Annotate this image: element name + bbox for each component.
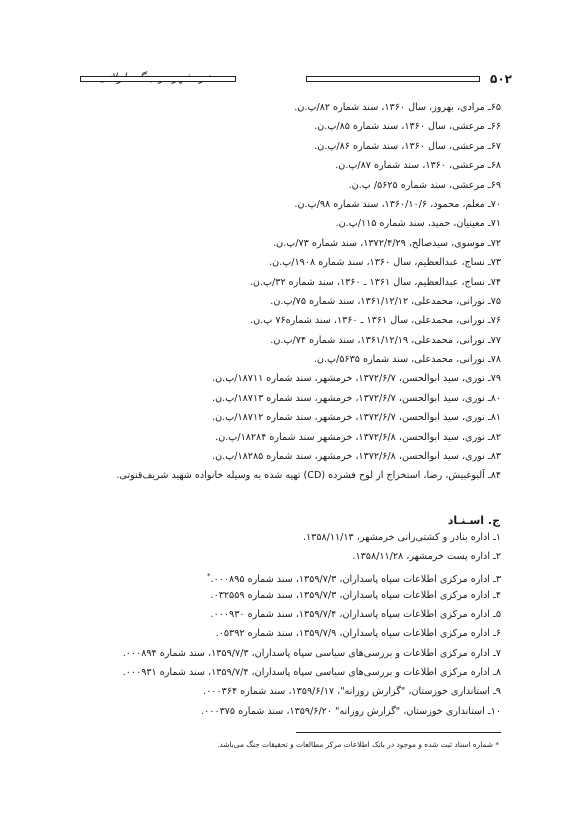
source-entry: ۸۳ـ نوری، سید ابوالحسن، ۱۳۷۲/۶/۸، خرمشهر، سند شماره ۱۸۲۸۵/پ.ن. — [212, 451, 501, 463]
source-entry: ۷۴ـ نساج، عبدالعظیم، سال ۱۳۶۱ ـ ۱۳۶۰، سند شماره ۳۲/پ.ن. — [249, 276, 501, 288]
documents-heading: ج. اسـنـاد — [447, 514, 500, 527]
source-entry: ۷۶ـ نورانی، محمدعلی، سال ۱۳۶۱ ـ ۱۳۶۰، سند شماره۷۶ پ.ن. — [250, 315, 501, 327]
source-entry: ۶۶ـ مرعشی، سال ۱۳۶۰، سند شماره ۸۵/پ.ن. — [314, 121, 501, 133]
document-entry-text: ۳ـ اداره مرکزی اطلاعات سپاه پاسداران، ۱۳۵۹/۷/۳، سند شماره ۰۰۰۸۹۵. — [210, 573, 501, 585]
source-entry: ۸۱ـ نوری، سید ابوالحسن، ۱۳۷۲/۶/۷، خرمشهر، سند شماره ۱۸۷۱۲/پ.ن. — [212, 412, 501, 424]
source-entry: ۷۹ـ نوری، سید ابوالحسن، ۱۳۷۲/۶/۷، خرمشهر، سند شماره ۱۸۷۱۱/پ.ن. — [212, 373, 501, 385]
footnote: * شماره اسناد ثبت شده و موجود در بانک اطلاعات مرکز مطالعات و تحقیقات جنگ می‌باشد. — [217, 740, 499, 749]
document-entry — [61, 586, 501, 605]
source-entry: ۷۳ـ نساج، عبدالعظیم، سال ۱۳۶۰، سند شماره ۱۹۰۸/پ.ن. — [269, 257, 501, 269]
document-entry — [61, 624, 501, 643]
document-entry — [61, 682, 501, 701]
document-entry-text: ۶ـ اداره مرکزی اطلاعات سپاه پاسداران، ۱۳۵۹/۷/۹، سند شماره ۰۵۳۹۲. — [215, 628, 501, 640]
page-number: ۵۰۲ — [490, 72, 512, 86]
document-entry — [61, 605, 501, 624]
source-entry: ۷۵ـ نورانی، محمدعلی، ۱۳۶۱/۱۲/۱۲، سند شماره ۷۵/پ.ن. — [270, 295, 501, 307]
document-entry-text: ۹ـ استانداری خوزستان، "گزارش روزانه"، ۱۳۵۹/۶/۱۷، سند شماره ۰۰۰۳۶۴. — [203, 686, 501, 698]
footnote-marker: * — [207, 571, 211, 580]
source-entry: ۷۲ـ موسوی، سیدصالح، ۱۳۷۲/۴/۲۹، سند شماره ۷۳/پ.ن. — [273, 237, 501, 249]
source-entry: ۷۱ـ معینیان، حمید، سند شماره ۱۱۵/پ.ن. — [335, 218, 501, 230]
document-entry-text: ۷ـ اداره مرکزی اطلاعات و بررسی‌های سیاسی سپاه پاسداران، ۱۳۵۹/۷/۳، سند شماره ۰۰۰۸۹۴. — [122, 647, 501, 659]
document-entry-text: ۲ـ اداره پست خرمشهر، ۱۳۵۸/۱۱/۲۸. — [352, 551, 501, 563]
document-entry — [61, 528, 501, 547]
source-entry: ۷۸ـ نورانی، محمدعلی، سند شماره ۵۶۳۵/پ.ن. — [313, 354, 501, 366]
document-entry-text: ۸ـ اداره مرکزی اطلاعات و بررسی‌های سیاسی سپاه پاسداران، ۱۳۵۹/۷/۴، سند شماره ۰۰۰۹۳۱. — [122, 667, 501, 679]
source-entry: ۸۲ـ نوری، سید ابوالحسن، ۱۳۷۲/۶/۸، خرمشهر سند شماره ۱۸۲۸۴/پ.ن. — [215, 431, 501, 443]
source-entry: ۷۷ـ نورانی، محمدعلی، ۱۳۶۱/۱۲/۱۹، سند شماره ۷۴/پ.ن. — [270, 334, 501, 346]
footnote-divider — [296, 732, 501, 733]
source-entry: ۸۰ـ نوری، سید ابوالحسن، ۱۳۷۲/۶/۷، خرمشهر، سند شماره ۱۸۷۱۳/پ.ن. — [212, 392, 501, 404]
document-entry — [61, 702, 501, 721]
source-entry: ۶۹ـ مرعشی، سند شماره ۵۶۲۵/ پ.ن. — [348, 179, 501, 191]
source-entry: ۶۷ـ مرعشی، سال ۱۳۶۰، سند شماره ۸۶/پ.ن. — [314, 140, 501, 152]
page-header — [80, 70, 512, 90]
document-entry — [61, 644, 501, 663]
source-entry: ۶۵ـ مرادی، بهروز، سال ۱۳۶۰، سند شماره ۸۲/پ.ن. — [294, 102, 501, 113]
header-rule-left — [80, 76, 236, 82]
document-entry — [61, 567, 501, 586]
source-entry: ۷۰ـ معلم، محمود، ۱۳۶۰/۱۰/۶، سند شماره ۹۸/پ.ن. — [294, 198, 501, 210]
document-entry-text: ۱ـ اداره بنادر و کشتی‌رانی خرمشهر، ۱۳۵۸/۱۱/۱۳. — [302, 532, 501, 543]
documents-list — [61, 528, 501, 721]
document-entry — [61, 663, 501, 682]
document-entry-text: ۴ـ اداره مرکزی اطلاعات سپاه پاسداران، ۱۳۵۹/۷/۳، سند شماره ۰۳۲۵۵۹. — [210, 589, 501, 601]
source-entry: ۸۴ـ آلبوغبیش، رضا، استخراج از لوح فشرده (CD) تهیه شده به وسیله خانواده شهید شریف‌قنوتی. — [116, 470, 501, 482]
header-rule-right — [306, 76, 480, 82]
sources-list — [71, 98, 501, 486]
source-entry: ۶۸ـ مرعشی، ۱۳۶۰، سند شماره ۸۷/پ.ن. — [335, 160, 501, 172]
document-entry-text: ۱۰ـ استانداری خوزستان، "گزارش روزانه" ۱۳۵۹/۶/۲۰، سند شماره ۰۰۰۳۷۵. — [201, 705, 501, 717]
document-entry-text: ۵ـ اداره مرکزی اطلاعات سپاه پاسداران، ۱۳۵۹/۷/۴، سند شماره ۰۰۰۹۳۰. — [210, 609, 501, 621]
document-entry — [61, 547, 501, 566]
